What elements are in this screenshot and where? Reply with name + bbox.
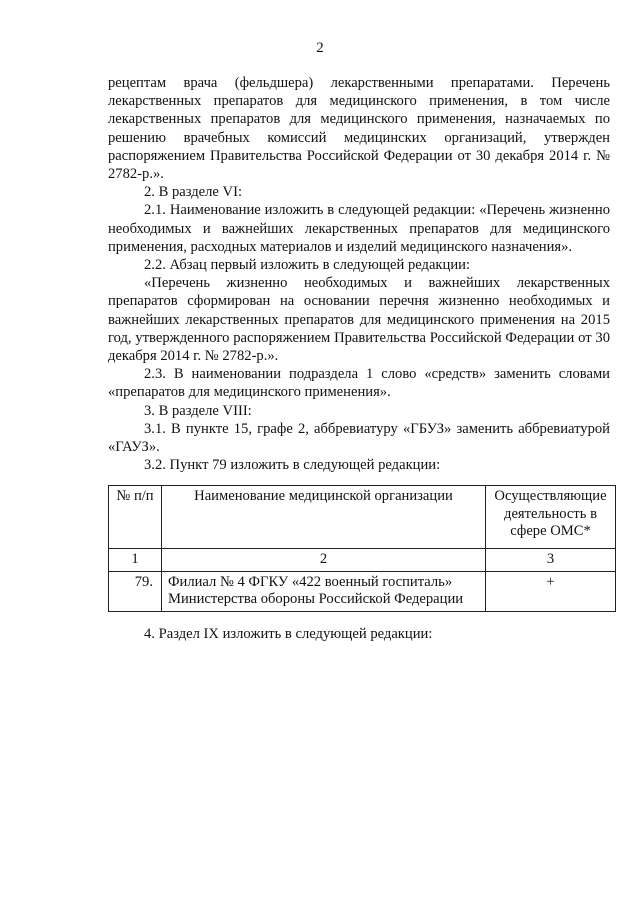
organization-table	[108, 485, 616, 612]
paragraph-3-2: 3.2. Пункт 79 изложить в следующей редакции:	[144, 457, 441, 474]
paragraph-section-vi: 2. В разделе VI:	[144, 184, 243, 201]
numbering-col1: 1	[109, 549, 162, 572]
paragraph-2-3: 2.3. В наименовании подраздела 1 слово «средств» заменить словами «препаратов для медицинского применения».	[108, 366, 610, 401]
table-numbering-row	[109, 549, 616, 572]
document-body	[108, 74, 610, 474]
header-number: № п/п	[109, 486, 162, 549]
paragraph-3-1: 3.1. В пункте 15, графе 2, аббревиатуру «ГБУЗ» заменить аббревиатурой «ГАУЗ».	[108, 420, 610, 456]
header-organization-name: Наименование медицинской организации	[162, 486, 486, 549]
numbering-col2: 2	[162, 549, 486, 572]
paragraph-2-2: 2.2. Абзац первый изложить в следующей редакции:	[144, 257, 471, 274]
row-organization-name: Филиал № 4 ФГКУ «422 военный госпиталь» Министерства обороны Российской Федерации	[162, 571, 486, 611]
table-row	[109, 571, 616, 611]
row-oms-mark: +	[486, 571, 616, 611]
paragraph-section-ix: 4. Раздел IX изложить в следующей редакции:	[144, 626, 433, 642]
paragraph-2-1: 2.1. Наименование изложить в следующей редакции: «Перечень жизненно необходимых и важнейших лекарственных препаратов для медицинского применения, расходных материалов и изделий медицинского назначения».	[108, 202, 610, 255]
numbering-col3: 3	[486, 549, 616, 572]
table-header-row	[109, 486, 616, 549]
row-number: 79.	[109, 571, 162, 611]
paragraph-section-viii: 3. В разделе VIII:	[144, 402, 252, 419]
paragraph-quoted-list: «Перечень жизненно необходимых и важнейших лекарственных препаратов сформирован на основании перечня жизненно необходимых и важнейших лекарственных препаратов для медицинского применения на 2015 год, утвержденного распоряжением Правительства Российской Федерации от 30 декабря 2014 г. № 2782-р.».	[108, 275, 610, 365]
header-oms-activity: Осуществляющие деятельность в сфере ОМС*	[486, 486, 616, 549]
paragraph-continuation: рецептам врача (фельдшера) лекарственными препаратами. Перечень лекарственных препаратов для медицинского применения, в том числе лекарственных препаратов для медицинского применения, назначаемых по решению врачебных комиссий медицинских организаций, утвержден распоряжением Правительства Российской Федерации от 30 декабря 2014 г. № 2782-р.».	[108, 75, 610, 183]
page-number: 2	[316, 40, 324, 56]
